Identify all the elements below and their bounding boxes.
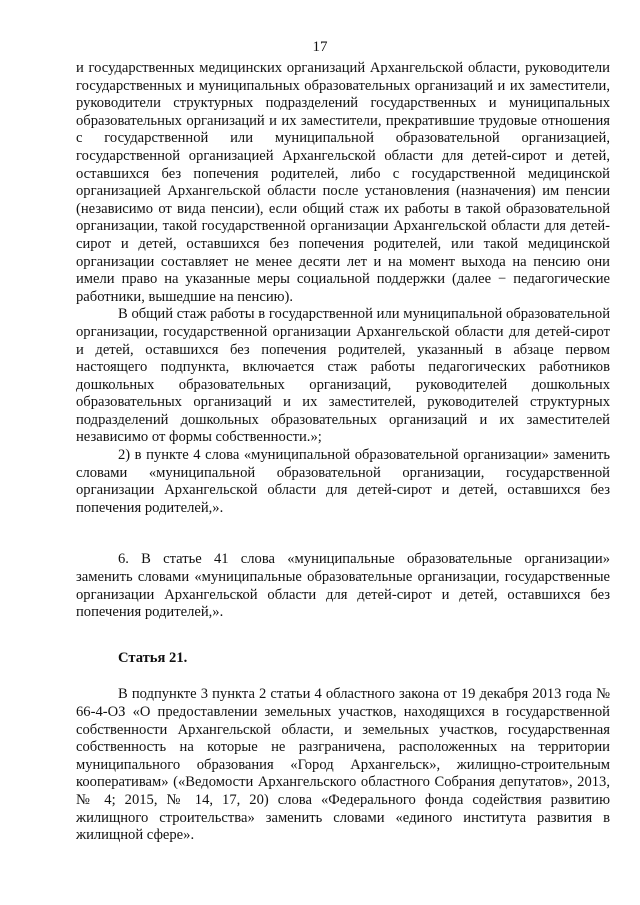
page-number: 17 [312, 39, 328, 55]
article-heading: Статья 21. [118, 649, 188, 666]
paragraph-item-6: 6. В статье 41 слова «муниципальные образовательные организации» заменить словами «муниципальные образовательные организации, государственные организации Архангельской области для детей-сирот и детей, оставшихся без попечения родителей,». [76, 551, 610, 621]
paragraph-item-2: 2) в пункте 4 слова «муниципальной образовательной организации» заменить словами «муниципальной образовательной организации, государственной организации Архангельской области для детей-сирот и детей, оставшихся без попечения родителей,». [76, 447, 610, 516]
paragraph-article-21: В подпункте 3 пункта 2 статьи 4 областного закона от 19 декабря 2013 года № 66-4-ОЗ «О предоставлении земельных участков, находящихся в государственной собственности Архангельской области, и земельных участков, государственная собственность на которые не разграничена, расположенных на территории муниципального образования «Город Архангельск», жилищно-строительным кооперативам» («Ведомости Архангельского областного Собрания депутатов», 2013, № 4; 2015, № 14, 17, 20) слова «Федерального фонда содействия развитию жилищного строительства» заменить словами «единого института развития в жилищной сфере». [76, 686, 610, 844]
paragraph-work-experience: В общий стаж работы в государственной или муниципальной образовательной организации, государственной организации Архангельской области для детей-сирот и детей, оставшихся без попечения родителей, указанный в абзаце первом настоящего подпункта, включается стаж работы педагогических работников дошкольных образовательных организаций, руководителей дошкольных образовательных организаций и их заместителей, руководителей структурных подразделений дошкольных образовательных организаций и их заместителей независимо от формы собственности.»; [76, 306, 610, 446]
spacer [76, 622, 610, 650]
spacer [76, 667, 610, 686]
paragraph-continuation: и государственных медицинских организаций Архангельской области, руководители государственных и муниципальных образовательных организаций и их заместители, руководители структурных подразделений государственных и муниципальных образовательных организаций и их заместители, прекратившие трудовые отношения с государственной или муниципальной образовательной организацией, государственной организацией Архангельской области для детей-сирот и детей, оставшихся без попечения родителей, либо с государственной медицинской организацией Архангельской области после установления (назначения) им пенсии (независимо от вида пенсии), если общий стаж их работы в такой образовательной организации, такой государственной организации Архангельской области для детей-сирот и детей, оставшихся без попечения родителей, или такой медицинской организации составляет не менее десяти лет и на момент выхода на пенсию они имели право на указанные меры социальной поддержки (далее − педагогические работники, вышедшие на пенсию). [76, 60, 610, 305]
spacer [76, 517, 610, 551]
document-body [76, 60, 610, 845]
